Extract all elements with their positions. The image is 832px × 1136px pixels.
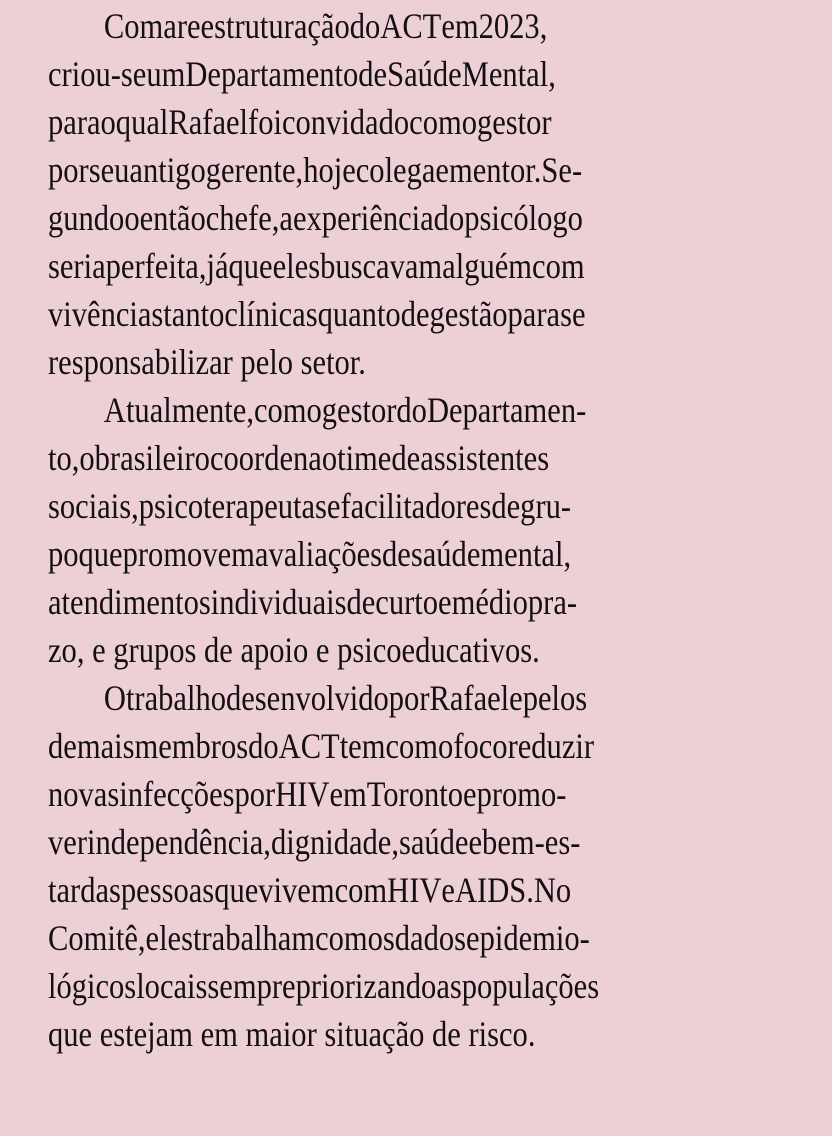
text-line: que estejam em maior situação de risco. — [48, 1014, 536, 1054]
paragraph-2 — [48, 386, 784, 674]
text-line: OtrabalhodesenvolvidoporRafaelepelos — [103, 678, 588, 718]
text-line: gundooentãochefe,aexperiênciadopsicólogo — [48, 198, 583, 238]
text-line: ComareestruturaçãodoACTem2023, — [103, 6, 548, 46]
text-line: atendimentosindividuaisdecurtoemédiopra- — [48, 582, 578, 622]
text-line: seriaperfeita,jáqueelesbuscavamalguémcom — [48, 246, 585, 286]
text-line: criou-seumDepartamentodeSaúdeMental, — [48, 54, 556, 94]
text-line: vivênciastantoclínicasquantodegestãoparase — [48, 294, 586, 334]
text-line: zo, e grupos de apoio e psicoeducativos. — [48, 630, 540, 670]
paragraph-3 — [48, 674, 784, 1058]
text-line: sociais,psicoterapeutasefacilitadoresdegru- — [48, 486, 572, 526]
text-line: to,obrasileirocoordenaotimedeassistentes — [48, 438, 550, 478]
text-line: Comitê,elestrabalhamcomosdadosepidemio- — [48, 918, 590, 958]
article-body — [48, 0, 784, 1058]
text-line: responsabilizar pelo setor. — [48, 342, 366, 382]
text-line: verindependência,dignidade,saúdeebem-es- — [48, 822, 581, 862]
text-line: novasinfecçõesporHIVemTorontoepromo- — [48, 774, 567, 814]
text-line: porseuantigogerente,hojecolegaementor.Se- — [48, 150, 583, 190]
paragraph-1 — [48, 2, 784, 386]
text-line: poquepromovemavaliaçõesdesaúdemental, — [48, 534, 572, 574]
text-line: paraoqualRafaelfoiconvidadocomogestor — [48, 102, 552, 142]
text-line: Atualmente,comogestordoDepartamen- — [103, 390, 587, 430]
text-line: demaismembrosdoACTtemcomofocoreduzir — [48, 726, 595, 766]
text-line: lógicoslocaissemprepriorizandoaspopulações — [48, 966, 600, 1006]
text-line: tardaspessoasquevivemcomHIVeAIDS.No — [48, 870, 572, 910]
